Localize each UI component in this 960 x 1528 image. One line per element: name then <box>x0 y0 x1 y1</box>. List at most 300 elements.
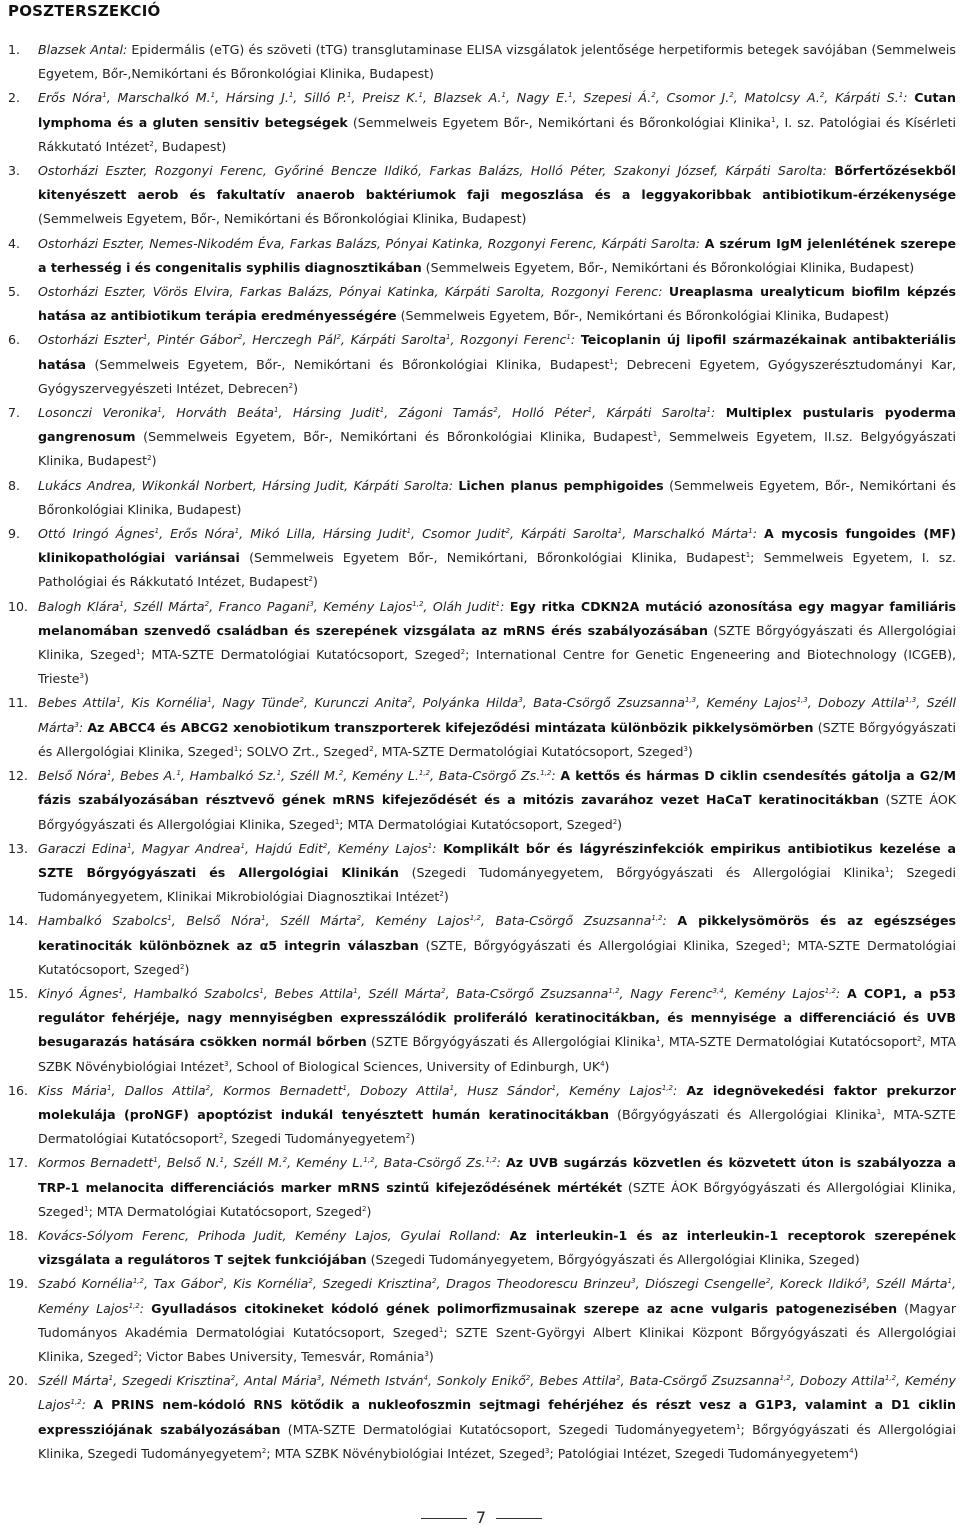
affiliation-mark: 1 <box>449 1083 455 1092</box>
affiliation-mark: 1 <box>108 1374 114 1383</box>
affiliation-mark: 1 <box>652 430 658 439</box>
page-footer <box>0 1508 960 1528</box>
entry-affiliation: (SZTE Bőrgyógyászati és Allergológiai Klinika, Szeged <box>38 622 956 663</box>
affiliation-mark: 1 <box>770 115 776 124</box>
entry-authors: , Kárpáti S. <box>824 90 899 106</box>
entry-title: Egy ritka CDKN2A mutáció azonosítása egy magyar familiáris melanomában szenvedő családban és szerepének vizsgálata az mRNS érés szabályozásában <box>38 598 957 638</box>
entry-title: Cutan lymphoma és a gluten sensitiv betegségek <box>38 90 956 130</box>
poster-entry <box>8 1224 956 1272</box>
entry-authors: , Szegedi Krisztina <box>113 1373 231 1389</box>
affiliation-mark: 2 <box>439 890 444 899</box>
entry-affiliation: ) <box>687 743 693 759</box>
entry-authors: , Marschalkó M. <box>106 90 211 106</box>
entry-authors: : <box>81 1397 94 1413</box>
entry-authors: Kiss Mária <box>38 1082 107 1098</box>
affiliation-mark: 2 <box>336 333 341 342</box>
affiliation-mark: 2 <box>369 744 374 753</box>
entry-authors: : <box>662 913 678 929</box>
entry-title: Az interleukin-1 és az interleukin-1 receptorok szerepének vizsgálata a regulátoros T sejtek funkciójában <box>38 1227 956 1268</box>
entry-affiliation: (SZTE, Bőrgyógyászati és Allergológiai Klinika, Szeged <box>418 937 782 953</box>
entry-authors: , Belső N. <box>157 1155 220 1171</box>
affiliation-mark: 1,2 <box>884 1374 897 1383</box>
affiliation-mark: 1,2 <box>779 1374 791 1383</box>
affiliation-mark: 1 <box>273 406 279 415</box>
entry-affiliation: (SZTE ÁOK Bőrgyógyászati és Allergológiai Klinika, Szeged <box>38 1179 956 1219</box>
entry-authors: , Bata-Csörgő Zsuzsanna <box>620 1373 780 1389</box>
entry-affiliation: ) <box>83 671 89 687</box>
entry-authors: , Hambalkó Szabolcs <box>123 985 260 1001</box>
entry-authors: : <box>903 90 915 106</box>
poster-entry <box>8 837 956 910</box>
entry-number: 15. <box>8 985 29 1001</box>
entry-authors: , Franco Pagani <box>209 598 310 614</box>
entry-authors: , Csomor Judit <box>411 526 506 542</box>
affiliation-mark: 2 <box>493 406 498 415</box>
entry-affiliation: ; SZTE Szent-Györgyi Albert Klinikai Központ Bőrgyógyászati és Allergológiai Klinika, Szeged <box>38 1324 956 1364</box>
entry-authors: , Belső Nóra <box>171 913 262 929</box>
entry-authors: , Széll Márta <box>265 913 357 929</box>
affiliation-mark: 3 <box>861 1277 867 1286</box>
entry-authors: : <box>139 1300 152 1316</box>
entry-number: 13. <box>8 840 29 856</box>
entry-authors: , Dobozy Attila <box>346 1082 450 1098</box>
affiliation-mark: 3 <box>631 1277 636 1286</box>
entry-authors: , Kemény Lajos <box>361 913 470 929</box>
affiliation-mark: 1 <box>551 1083 557 1092</box>
entry-affiliation: (Szegedi Tudományegyetem, Bőrgyógyászati és Allergológiai Klinika, Szeged) <box>366 1252 860 1268</box>
entry-affiliation: ) <box>410 1131 416 1147</box>
entry-authors: , Kárpáti Sarolta <box>510 526 618 542</box>
entry-authors: Belső Nóra <box>38 768 107 784</box>
entry-authors: , Széll Márta <box>38 695 957 735</box>
entry-authors: , Dragos Theodorescu Brinzeu <box>436 1276 632 1292</box>
entry-title: A mycosis fungoides (MF) klinikopathológiai variánsai <box>38 526 956 566</box>
affiliation-mark: 1 <box>259 986 264 995</box>
affiliation-mark: 3,4 <box>712 986 724 995</box>
entry-affiliation: (Semmelweis Egyetem, Bőr-, Nemikórtani és Bőronkológiai Klinika, Budapest) <box>38 211 527 227</box>
entry-title: Az UVB sugárzás közvetlen és közvetett úton is szabályozza a TRP-1 melanocita differenciációs marker mRNS szintű kifejeződésének mértékét <box>38 1155 957 1195</box>
entry-affiliation: ; MTA-SZTE Dermatológiai Kutatócsoport, Szeged <box>140 647 461 663</box>
affiliation-mark: 2 <box>729 91 734 100</box>
entry-authors: Garaczi Edina <box>38 840 127 856</box>
entry-authors: , Kis Kornélia <box>120 695 208 711</box>
entry-authors: , Bebes A. <box>111 768 177 784</box>
entry-affiliation: (Magyar Tudományos Akadémia Dermatológiai Kutatócsoport, Szeged <box>38 1300 956 1340</box>
entry-authors: , Herczegh Pál <box>242 332 337 348</box>
affiliation-mark: 2 <box>407 696 413 705</box>
affiliation-mark: 1,2 <box>651 914 663 923</box>
entry-authors: Széll Márta <box>38 1373 109 1389</box>
entry-affiliation: (Semmelweis Egyetem, Bőr-, Nemikórtani és Bőronkológiai Klinika, Budapest <box>85 356 610 372</box>
entry-title: Az idegnövekedési faktor prekurzor molekulája (proNGF) apoptózist indukál tenyésztett humán keratinocitákban <box>38 1082 956 1122</box>
entry-affiliation: , MTA-SZTE Dermatológiai Kutatócsoport <box>660 1034 918 1050</box>
entry-affiliation: Epidermális (eTG) és szöveti (tTG) transglutaminase ELISA vizsgálatok jelentősége herpetiformis betegek savójában (Semmelweis Egyetem, Bőr-,Nemikórtani és Bőronkológiai Klinika, Budapest) <box>38 42 956 82</box>
entry-number: 17. <box>8 1155 29 1171</box>
affiliation-mark: 1 <box>438 1325 444 1334</box>
entry-affiliation: (Semmelweis Egyetem, Bőr-, Nemikórtani és Bőronkológiai Klinika, Budapest <box>135 429 653 445</box>
poster-entry <box>8 691 956 764</box>
entry-authors: , Bata-Csörgő Zsuzsanna <box>480 913 652 929</box>
entry-affiliation: ) <box>604 1058 610 1074</box>
entry-authors: , Bata-Csörgő Zsuzsanna <box>445 985 609 1001</box>
affiliation-mark: 1,2 <box>608 986 620 995</box>
entry-affiliation: (SZTE Bőrgyógyászati és Allergológiai Klinika <box>366 1034 657 1050</box>
entry-affiliation: (Semmelweis Egyetem Bőr-, Nemikórtani, Bőronkológiai Klinika, Budapest <box>239 550 746 566</box>
affiliation-mark: 2 <box>288 381 294 390</box>
entry-number: 16. <box>8 1082 29 1098</box>
entry-authors: , Hársing Judit <box>278 405 380 421</box>
affiliation-mark: 1,2 <box>128 1301 140 1310</box>
affiliation-mark: 1 <box>233 744 239 753</box>
affiliation-mark: 2 <box>612 817 618 826</box>
entry-title: Bőrfertőzésekből kitenyészett aerob és fakultatív anaerob baktériumok faji megoszlása és a leggyakoribbak antibiotikum-érzékenysége <box>38 163 956 203</box>
entry-number: 1. <box>8 42 21 57</box>
entry-number: 2. <box>8 90 21 106</box>
entry-authors: , Matolcsy A. <box>733 90 820 106</box>
entry-title: Lichen planus pemphigoides <box>458 477 664 493</box>
poster-entry <box>8 328 956 401</box>
affiliation-mark: 2 <box>299 696 304 705</box>
affiliation-mark: 1 <box>84 1204 89 1213</box>
affiliation-mark: 3 <box>316 1374 322 1383</box>
entry-authors: : <box>673 1082 687 1098</box>
affiliation-mark: 3 <box>224 1059 229 1068</box>
entry-authors: , Hársing J. <box>215 90 289 106</box>
entry-authors: , Sonkoly Enikő <box>428 1373 526 1389</box>
affiliation-mark: 1 <box>136 648 141 657</box>
affiliation-mark: 1 <box>353 986 358 995</box>
entry-authors: , Kemény Lajos <box>696 695 797 711</box>
affiliation-mark: 1 <box>118 986 124 995</box>
entry-authors: Balogh Klára <box>38 598 120 614</box>
entry-authors: , Kormos Bernadett <box>210 1082 343 1098</box>
affiliation-mark: 2 <box>261 1446 267 1455</box>
entry-affiliation: ) <box>853 1445 859 1461</box>
affiliation-mark: 1 <box>342 1083 347 1092</box>
affiliation-mark: 1,2 <box>363 1156 375 1165</box>
affiliation-mark: 2 <box>441 986 446 995</box>
entry-authors: , Blazsek A. <box>422 90 502 106</box>
entry-title: A szérum IgM jelenlétének szerepe a terhesség i és congenitalis syphilis diagnosztikában <box>38 235 957 275</box>
entry-authors: Szabó Kornélia <box>38 1276 133 1292</box>
entry-authors: , Bebes Attila <box>530 1373 617 1389</box>
entry-authors: , Antal Mária <box>235 1373 317 1389</box>
entry-authors: , Kemény Lajos <box>556 1082 662 1098</box>
entry-affiliation: ) <box>428 1348 434 1364</box>
entry-authors: , Kemény Lajos <box>327 840 428 856</box>
affiliation-mark: 1 <box>501 91 506 100</box>
entry-authors: , Kemény Lajos <box>313 598 413 614</box>
entry-authors: , Kemény Lajos <box>723 985 825 1001</box>
poster-entry <box>8 1151 956 1224</box>
affiliation-mark: 1 <box>656 1035 661 1044</box>
entry-affiliation: ; MTA SZBK Növénybiológiai Intézet, Szeged <box>266 1445 545 1461</box>
entry-authors: , Dobozy Attila <box>807 695 906 711</box>
entry-number: 8. <box>8 477 21 493</box>
entry-authors: , Kurunczi Anita <box>303 695 408 711</box>
entry-authors: , Oláh Judit <box>423 598 496 614</box>
affiliation-mark: 1 <box>157 406 162 415</box>
affiliation-mark: 1,2 <box>418 769 431 778</box>
entry-authors: , Kemény L. <box>287 1155 364 1171</box>
affiliation-mark: 2 <box>219 1277 224 1286</box>
affiliation-mark: 2 <box>230 1374 236 1383</box>
affiliation-mark: 1 <box>334 817 340 826</box>
entry-affiliation: (Semmelweis Egyetem, Bőr-, Nemikórtani és Bőronkológiai Klinika, Budapest) <box>396 308 890 324</box>
affiliation-mark: 1 <box>406 527 412 536</box>
poster-entry <box>8 159 956 232</box>
affiliation-mark: 3 <box>518 696 523 705</box>
entry-authors: , Bata-Csörgő Zsuzsanna <box>522 695 685 711</box>
poster-entry <box>8 982 956 1079</box>
entry-authors: : <box>500 598 510 614</box>
entry-authors: Kovács-Sólyom Ferenc, Prihoda Judit, Kemény Lajos, Gyulai Rolland: <box>38 1227 510 1243</box>
affiliation-mark: 1 <box>167 914 172 923</box>
entry-number: 5. <box>8 284 21 300</box>
affiliation-mark: 2 <box>432 1277 437 1286</box>
entry-authors: , Csomor J. <box>655 90 730 106</box>
affiliation-mark: 2 <box>338 769 344 778</box>
entry-authors: , Husz Sándor <box>454 1082 552 1098</box>
affiliation-mark: 1 <box>898 91 904 100</box>
affiliation-mark: 1 <box>261 914 266 923</box>
entry-title: Komplikált bőr és lágyrészinfekciók empirikus antibiotikus kezelése a SZTE Bőrgyógyászati és Allergológiai Klinikán <box>38 840 957 880</box>
affiliation-mark: 2 <box>205 1083 211 1092</box>
entry-affiliation: , Budapest) <box>153 138 227 154</box>
affiliation-mark: 1 <box>427 841 433 850</box>
entry-authors: , Bata-Csörgő Zs. <box>374 1155 486 1171</box>
affiliation-mark: 1 <box>106 769 112 778</box>
entry-authors: , Széll Márta <box>866 1276 948 1292</box>
affiliation-mark: 3 <box>545 1446 550 1455</box>
entry-authors: , Erős Nóra <box>159 526 235 542</box>
affiliation-mark: 2 <box>322 841 328 850</box>
affiliation-mark: 1 <box>276 769 282 778</box>
entry-number: 3. <box>8 163 21 179</box>
section-title: POSZTERSZEKCIÓ <box>8 2 161 20</box>
entry-title: Multiplex pustularis pyoderma gangrenosum <box>38 405 956 445</box>
entry-authors: Losonczi Veronika <box>38 405 158 421</box>
affiliation-mark: 2 <box>651 91 656 100</box>
entry-affiliation: ) <box>366 1203 372 1219</box>
poster-entry <box>8 38 956 86</box>
affiliation-mark: 1 <box>885 865 890 874</box>
affiliation-mark: 1 <box>445 333 451 342</box>
entry-authors: : <box>570 332 581 348</box>
entry-authors: , Horváth Beáta <box>161 405 274 421</box>
poster-entry <box>8 909 956 982</box>
affiliation-mark: 3 <box>424 1349 429 1358</box>
affiliation-mark: 3 <box>74 720 79 729</box>
affiliation-mark: 1,2 <box>661 1083 673 1092</box>
entry-number: 19. <box>8 1276 29 1292</box>
affiliation-mark: 1 <box>102 91 107 100</box>
entry-authors: , Holló Péter <box>497 405 588 421</box>
poster-entry <box>8 522 956 595</box>
affiliation-mark: 1 <box>418 91 423 100</box>
entry-authors: : <box>752 526 765 542</box>
affiliation-mark: 1 <box>781 938 787 947</box>
entry-affiliation: ; MTA Dermatológiai Kutatócsoport, Szeged <box>88 1203 362 1219</box>
entry-authors: , Pintér Gábor <box>147 332 239 348</box>
entry-authors: : <box>551 768 561 784</box>
affiliation-mark: 2 <box>204 599 210 608</box>
entry-authors: , Bata-Csörgő Zs. <box>430 768 541 784</box>
affiliation-mark: 2 <box>525 1374 531 1383</box>
affiliation-mark: 1 <box>587 406 593 415</box>
affiliation-mark: 1 <box>210 91 216 100</box>
affiliation-mark: 1 <box>947 1277 952 1286</box>
affiliation-mark: 1 <box>176 769 181 778</box>
affiliation-mark: 1,2 <box>70 1398 82 1407</box>
entry-affiliation: , School of Biological Sciences, University of Edinburgh, UK <box>228 1058 601 1074</box>
entry-authors: , Németh István <box>321 1373 424 1389</box>
entry-affiliation: (Semmelweis Egyetem, Bőr-, Nemikórtani és Bőronkológiai Klinika, Budapest) <box>38 477 956 517</box>
footer-rule-left <box>421 1518 467 1519</box>
affiliation-mark: 2 <box>765 1277 771 1286</box>
entry-authors: Bebes Attila <box>38 695 117 711</box>
affiliation-mark: 1 <box>346 91 352 100</box>
affiliation-mark: 1,3 <box>684 696 697 705</box>
entry-affiliation: ) <box>184 961 190 977</box>
entry-affiliation: ; Debreceni Egyetem, Gyógyszerésztudományi Kar, Gyógyszervegyészeti Intézet, Debrecen <box>38 356 956 396</box>
affiliation-mark: 1 <box>234 527 240 536</box>
entry-affiliation: ; Szegedi Tudományegyetem, Klinikai Mikrobiológiai Diagnosztikai Intézet <box>38 864 957 905</box>
affiliation-mark: 2 <box>616 1374 621 1383</box>
affiliation-mark: 1 <box>288 91 294 100</box>
entry-title: A PRINS nem-kódoló RNS kötődik a nukleofoszmin sejtmagi fehérjéhez és részt vesz a G1P3, valamint a D1 ciklin expressziójának szabályozásában <box>38 1397 956 1437</box>
affiliation-mark: 1 <box>566 333 571 342</box>
entry-authors: , Hambalkó Sz. <box>180 768 277 784</box>
poster-list <box>8 38 956 1466</box>
affiliation-mark: 1 <box>495 599 501 608</box>
affiliation-mark: 3 <box>79 672 84 681</box>
affiliation-mark: 2 <box>405 1132 411 1141</box>
entry-authors: , Koreck Ildikó <box>770 1276 862 1292</box>
entry-affiliation: (Semmelweis Egyetem Bőr-, Nemikórtani és Bőronkológiai Klinika <box>347 114 771 130</box>
affiliation-mark: 1 <box>745 551 751 560</box>
entry-authors: Blazsek Antal: <box>38 42 132 57</box>
affiliation-mark: 1 <box>568 91 573 100</box>
poster-entry <box>8 764 956 837</box>
poster-entry <box>8 1272 956 1369</box>
entry-title: Teicoplanin új lipofil származékainak antibakteriális hatása <box>38 332 956 372</box>
entry-number: 6. <box>8 332 21 348</box>
entry-affiliation: (MTA-SZTE Dermatológiai Kutatócsoport, Szegedi Tudományegyetem <box>280 1421 737 1437</box>
affiliation-mark: 2 <box>133 1349 139 1358</box>
entry-title: Az ABCC4 és ABCG2 xenobiotikum transzporterek kifejeződési mintázata különbözik pikkelysömörben <box>87 719 814 735</box>
entry-authors: Hambalkó Szabolcs <box>38 913 168 929</box>
affiliation-mark: 3 <box>309 599 314 608</box>
entry-authors: , Kemény Lajos <box>38 1373 956 1413</box>
entry-authors: Kormos Bernadett <box>38 1155 154 1171</box>
entry-title: A kettős és hármas D ciklin csendesítés gátolja a G2/M fázis szabályozásában résztvevő gének mRNS kifejeződését és a mitózis zavarához vezet HaCaT keratinocitákban <box>38 768 956 808</box>
entry-affiliation: ; Semmelweis Egyetem, I. sz. Pathológiai és Rákkutató Intézet, Budapest <box>38 550 956 590</box>
entry-authors: , Széll Márta <box>123 598 205 614</box>
entry-number: 18. <box>8 1227 29 1243</box>
affiliation-mark: 1 <box>153 1156 158 1165</box>
affiliation-mark: 1 <box>142 333 148 342</box>
entry-authors: , Rozgonyi Ferenc <box>450 332 567 348</box>
affiliation-mark: 1 <box>127 841 132 850</box>
entry-authors: Erős Nóra <box>38 90 103 106</box>
affiliation-mark: 1 <box>736 1422 741 1431</box>
entry-number: 11. <box>8 695 29 711</box>
affiliation-mark: 4 <box>849 1446 854 1455</box>
entry-affiliation: , MTA SZBK Növénybiológiai Intézet <box>38 1034 956 1074</box>
affiliation-mark: 1,2 <box>540 769 552 778</box>
page-number: 7 <box>475 1508 487 1527</box>
entry-affiliation: (SZTE Bőrgyógyászati és Allergológiai Klinika, Szeged <box>38 719 956 759</box>
entry-authors: , Marschalkó Márta <box>622 526 749 542</box>
entry-affiliation: , MTA-SZTE Dermatológiai Kutatócsoport, Szeged <box>373 743 684 759</box>
entry-affiliation: , Szegedi Tudományegyetem <box>223 1131 406 1147</box>
entry-authors: : <box>835 985 847 1001</box>
affiliation-mark: 2 <box>147 454 152 463</box>
entry-affiliation: ) <box>151 453 157 469</box>
poster-entry <box>8 232 956 280</box>
entry-authors: , Széll M. <box>224 1155 283 1171</box>
entry-authors: , Diószegi Csengelle <box>635 1276 766 1292</box>
entry-affiliation: , Semmelweis Egyetem, II.sz. Belgyógyászati Klinika, Budapest <box>38 429 956 469</box>
poster-entry <box>8 401 956 474</box>
poster-entry <box>8 1079 956 1152</box>
entry-authors: , Kemény L. <box>343 768 419 784</box>
affiliation-mark: 2 <box>361 1204 367 1213</box>
affiliation-mark: 2 <box>308 575 314 584</box>
entry-affiliation: (Bőrgyógyászati és Allergológiai Klinika <box>609 1106 877 1122</box>
entry-title: Ureaplasma urealyticum biofilm képzés hatása az antibiotikum terápia eredményességére <box>38 284 956 324</box>
affiliation-mark: 2 <box>356 914 362 923</box>
entry-authors: , Mikó Lilla, Hársing Judit <box>239 526 407 542</box>
entry-authors: , Nagy E. <box>505 90 569 106</box>
affiliation-mark: 1 <box>748 527 753 536</box>
entry-title: A pikkelysömörös és az egészséges keratinociták különböznek az α5 integrin válaszban <box>38 913 957 953</box>
entry-affiliation: (Semmelweis Egyetem, Bőr-, Nemikórtani és Bőronkológiai Klinika, Budapest) <box>421 259 915 275</box>
entry-number: 9. <box>8 526 21 542</box>
poster-entry <box>8 474 956 522</box>
affiliation-mark: 1,2 <box>132 1277 144 1286</box>
entry-authors: Ostorházi Eszter, Vörös Elvira, Farkas Balázs, Pónyai Katinka, Kárpáti Sarolta, Rozgonyi Ferenc: <box>38 284 669 300</box>
entry-authors: Kinyó Ágnes <box>38 985 119 1001</box>
affiliation-mark: 2 <box>308 1277 313 1286</box>
entry-authors: , Kárpáti Sarolta <box>340 332 446 348</box>
poster-entry <box>8 595 956 692</box>
affiliation-mark: 1,2 <box>412 599 424 608</box>
affiliation-mark: 2 <box>282 1156 288 1165</box>
affiliation-mark: 2 <box>460 648 466 657</box>
affiliation-mark: 2 <box>505 527 510 536</box>
entry-number: 10. <box>8 598 29 614</box>
affiliation-mark: 1 <box>207 696 212 705</box>
entry-affiliation: , MTA-SZTE Dermatológiai Kutatócsoport <box>38 1106 956 1147</box>
entry-authors: , Silló P. <box>293 90 347 106</box>
poster-entry <box>8 1369 956 1466</box>
affiliation-mark: 3 <box>683 744 688 753</box>
affiliation-mark: 1 <box>240 841 245 850</box>
affiliation-mark: 1 <box>876 1107 882 1116</box>
entry-authors: , Szepesi Á. <box>572 90 652 106</box>
affiliation-mark: 2 <box>819 91 825 100</box>
entry-authors: , Preisz K. <box>351 90 419 106</box>
entry-number: 4. <box>8 235 21 251</box>
affiliation-mark: 1 <box>609 357 614 366</box>
entry-number: 7. <box>8 405 21 421</box>
entry-authors: , Széll Márta <box>357 985 442 1001</box>
affiliation-mark: 2 <box>218 1132 224 1141</box>
affiliation-mark: 2 <box>149 139 154 148</box>
entry-affiliation: ) <box>443 889 449 905</box>
